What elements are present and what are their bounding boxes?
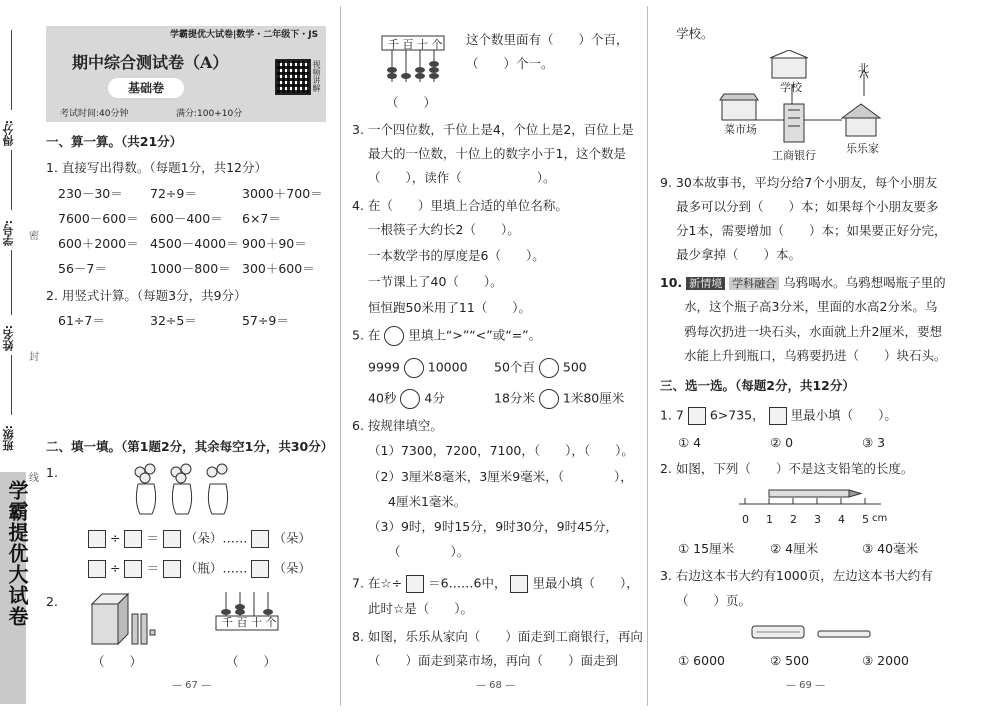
house-icon (842, 104, 880, 136)
ruler-tick: 1 (766, 513, 773, 526)
student-id-line (11, 150, 12, 210)
home-label: 乐乐家 (846, 142, 879, 155)
ruler-tick: 0 (742, 513, 749, 526)
option[interactable]: ① 4 (678, 435, 702, 450)
compare-left: 9999 (368, 359, 400, 375)
ruler-tick: 5 (862, 513, 869, 526)
new-context-tag: 新情境 (686, 277, 725, 290)
answer-box[interactable] (88, 530, 106, 548)
market-building-icon (720, 94, 758, 120)
compare-circle[interactable] (400, 389, 420, 409)
answer-blank[interactable]: （ ） (386, 95, 437, 110)
page-divider-1 (340, 6, 341, 706)
question-text: 2. 如图，下列（ ）不是这支铅笔的长度。 (660, 461, 914, 476)
question-text: 学校。 (676, 26, 714, 41)
question-text: 8. 如图，乐乐从家向（ ）面走到工商银行，再向 (352, 629, 643, 644)
equals-sign: ＝ (146, 560, 159, 576)
question-text: 水，这个瓶子高3分米，里面的水高2分米。乌 (684, 299, 938, 314)
option[interactable]: ① 6000 (678, 653, 725, 668)
answer-box[interactable] (251, 530, 269, 548)
answer-box[interactable] (406, 575, 424, 593)
option[interactable]: ② 4厘米 (770, 541, 819, 556)
compare-left: 18分米 (494, 390, 535, 406)
option[interactable]: ③ 3 (862, 435, 886, 450)
question-text: 6. 按规律填空。 (352, 418, 443, 433)
question-number: 10. (660, 275, 683, 290)
vase-icon (207, 464, 228, 514)
compare-circle[interactable] (539, 389, 559, 409)
calc-item: 6×7＝ (242, 211, 281, 226)
class-line (11, 355, 12, 415)
question-text: 5. 在 (352, 327, 381, 343)
question-text: （ ）个一。 (466, 56, 554, 71)
question-text: 里最小填（ ）。 (790, 407, 897, 423)
qr-code-icon[interactable] (275, 59, 311, 95)
question-text: 鸦每次扔进一块石头，水面就上升2厘米，要想 (684, 324, 942, 339)
calc-item: 900＋90＝ (242, 236, 307, 251)
option[interactable]: ② 500 (770, 653, 810, 668)
answer-box[interactable] (124, 530, 142, 548)
option[interactable]: ③ 2000 (862, 653, 909, 668)
class-field-label: 班级: (2, 425, 15, 452)
question-2-title: 2. 用竖式计算。（每题3分，共9分） (46, 288, 247, 303)
question-7 (352, 575, 639, 593)
question-text: 3. 一个四位数，千位上是4，个位上是2，百位上是 (352, 122, 634, 137)
calc-item: 4500－4000＝ (150, 236, 239, 251)
unit-label: （瓶）…… (184, 560, 248, 576)
score-line (11, 30, 12, 110)
question-text: 水能上升到瓶口，乌鸦要扔进（ ）块石头。 (684, 348, 947, 363)
vase-icon (171, 464, 192, 514)
page-divider-2 (647, 6, 648, 706)
seal-word-mi: 密 (29, 231, 39, 242)
north-label: 北 (858, 62, 869, 75)
pencil-icon (769, 490, 861, 497)
answer-box[interactable] (88, 560, 106, 578)
name-line (11, 250, 12, 315)
question-text: 最多可以分到（ ）本；如果每个小朋友要多 (676, 199, 939, 214)
question-text: 分1本，需要增加（ ）本；如果要正好分完， (676, 223, 947, 238)
qr-label: 视频讲解 (312, 60, 321, 92)
calc-item: 7600－600＝ (58, 211, 139, 226)
question-text: 3. 右边这本书大约有1000页，左边这本书大约有 (660, 568, 933, 583)
divide-sign: ÷ (109, 530, 121, 546)
vertical-calc-item: 32÷5＝ (150, 313, 197, 328)
question-text: 一本数学书的厚度是6（ ）。 (368, 248, 545, 263)
answer-blank[interactable]: （ ） (226, 654, 277, 669)
choice-question-1 (660, 407, 897, 425)
unit-label: （朵）…… (184, 530, 248, 546)
vertical-calc-item: 61÷7＝ (58, 313, 105, 328)
equals-sign: ＝ (146, 530, 159, 546)
seal-word-feng: 封 (29, 352, 39, 363)
ruler-tick: 2 (790, 513, 797, 526)
answer-box[interactable] (688, 407, 706, 425)
compare-circle[interactable] (384, 326, 404, 346)
thin-book-icon (818, 631, 870, 637)
vase-icon (135, 464, 156, 514)
calc-item: 3000＋700＝ (242, 186, 323, 201)
question-text: 7. 在☆÷ (352, 575, 403, 591)
question-text: 4厘米1毫米。 (388, 494, 467, 509)
question-text: 9. 30本故事书，平均分给7个小朋友，每个小朋友 (660, 175, 938, 190)
answer-blank[interactable]: （ ） (92, 654, 143, 669)
calc-item: 230－30＝ (58, 186, 123, 201)
level-badge: 基础卷 (108, 78, 184, 98)
abacus-icon (380, 22, 446, 86)
page-number: — 69 — (786, 680, 826, 691)
compare-right: 4分 (424, 390, 445, 406)
compare-right: 500 (562, 359, 587, 375)
compare-right: 10000 (427, 359, 468, 375)
question-text: 1. 7 (660, 407, 684, 423)
fill-question-1-number: 1. (46, 465, 58, 480)
divide-sign: ÷ (109, 560, 121, 576)
abacus-labels: 千 百 十 个 (388, 38, 443, 51)
question-text: （ ）。 (388, 544, 470, 559)
question-text: （ ）页。 (676, 593, 752, 608)
question-text: 里最小填（ ）， (532, 575, 639, 591)
question-text: 里填上“>”“<”或“=”。 (408, 327, 542, 343)
name-field-label: 姓名: (2, 325, 15, 352)
vertical-calc-item: 57÷9＝ (242, 313, 289, 328)
market-label: 菜市场 (724, 123, 757, 136)
calc-item: 600＋2000＝ (58, 236, 139, 251)
calc-item: 300＋600＝ (242, 261, 315, 276)
question-text: 这个数里面有（ ）个百， (466, 32, 629, 47)
question-text: 一根筷子大约长2（ ）。 (368, 222, 520, 237)
score-field-label: 得分: (2, 120, 15, 147)
answer-box[interactable] (163, 560, 181, 578)
section-3-title: 三、选一选。（每题2分，共12分） (660, 378, 855, 393)
flower-vases-image (130, 462, 230, 520)
series-label: 学霸提优大试卷|数学・二年级下・JS (170, 30, 319, 40)
compare-right: 1米80厘米 (562, 390, 625, 406)
option[interactable]: ② 0 (770, 435, 794, 450)
calc-item: 56－7＝ (58, 261, 107, 276)
answer-box[interactable] (163, 530, 181, 548)
bank-label: 工商银行 (772, 149, 816, 162)
unit-label: （朵） (273, 530, 311, 546)
page-number: — 68 — (476, 680, 516, 691)
question-text: 此时☆是（ ）。 (368, 601, 473, 616)
cross-subject-tag: 学科融合 (729, 277, 779, 290)
compare-item (368, 389, 445, 409)
answer-box[interactable] (124, 560, 142, 578)
question-text: 恒恒跑50米用了11（ ）。 (368, 300, 532, 315)
seal-word-xian: 线 (29, 473, 39, 484)
question-text: （3）9时，9时15分，9时30分，9时45分， (368, 519, 618, 534)
question-text: 乌鸦喝水。乌鸦想喝瓶子里的 (783, 275, 946, 290)
compare-circle[interactable] (404, 358, 424, 378)
question-text: 最少拿掉（ ）本。 (676, 247, 802, 262)
page-title: 期中综合测试卷（A） (72, 53, 229, 72)
answer-box[interactable] (769, 407, 787, 425)
compare-left: 50个百 (494, 359, 535, 375)
question-10 (660, 277, 946, 290)
ruler-tick: 4 (838, 513, 845, 526)
compare-circle[interactable] (539, 358, 559, 378)
calc-item: 600－400＝ (150, 211, 223, 226)
answer-box[interactable] (251, 560, 269, 578)
question-text: ＝6……6中， (428, 575, 507, 591)
books-image (748, 622, 878, 642)
question-text: 一节课上了40（ ）。 (368, 274, 503, 289)
question-1-title: 1. 直接写出得数。（每题1分，共12分） (46, 160, 268, 175)
option[interactable]: ③ 40毫米 (862, 541, 919, 556)
abacus-labels: 千 百 十 个 (222, 616, 277, 629)
cube-blocks-image (88, 590, 158, 650)
exam-time: 考试时间:40分钟 (60, 109, 129, 119)
calc-item: 1000－800＝ (150, 261, 231, 276)
compare-item (494, 358, 587, 378)
question-text: 最大的一位数，十位上的数字小于1，这个数是 (368, 146, 626, 161)
fill-question-2-number: 2. (46, 594, 58, 609)
question-text: （2）3厘米8毫米，3厘米9毫米，（ ）， (368, 469, 633, 484)
ruler-tick: 3 (814, 513, 821, 526)
thick-book-icon (752, 626, 804, 638)
division-row-2 (88, 560, 311, 578)
compare-left: 40秒 (368, 390, 397, 406)
division-row-1 (88, 530, 311, 548)
section-1-title: 一、算一算。（共21分） (46, 134, 183, 149)
option[interactable]: ① 15厘米 (678, 541, 735, 556)
question-text: 4. 在（ ）里填上合适的单位名称。 (352, 198, 568, 213)
answer-box[interactable] (510, 575, 528, 593)
section-2-title: 二、填一填。（第1题2分，其余每空1分，共30分） (46, 439, 334, 454)
page-number: — 67 — (172, 680, 212, 691)
question-text: （1）7300，7200，7100，（ ），（ ）。 (368, 443, 634, 458)
ruler-unit: cm (872, 513, 888, 524)
student-id-field-label: 学号: (2, 220, 15, 247)
school-building-icon (770, 50, 808, 78)
unit-label: （朵） (273, 560, 311, 576)
question-text: （ ）面走到菜市场，再向（ ）面走到 (368, 653, 619, 668)
bank-building-icon (784, 104, 804, 142)
question-text: 6>735， (709, 407, 765, 423)
compare-item (368, 358, 468, 378)
school-label: 学校 (780, 81, 802, 94)
full-score: 满分:100+10分 (176, 109, 243, 119)
brand-logo-text: 学霸提优大试卷 (5, 480, 29, 627)
pencil-ruler-image (735, 486, 885, 512)
question-5-title (352, 326, 541, 346)
calc-item: 72÷9＝ (150, 186, 197, 201)
question-text: （ ），读作（ ）。 (368, 170, 556, 185)
compare-item (494, 389, 624, 409)
